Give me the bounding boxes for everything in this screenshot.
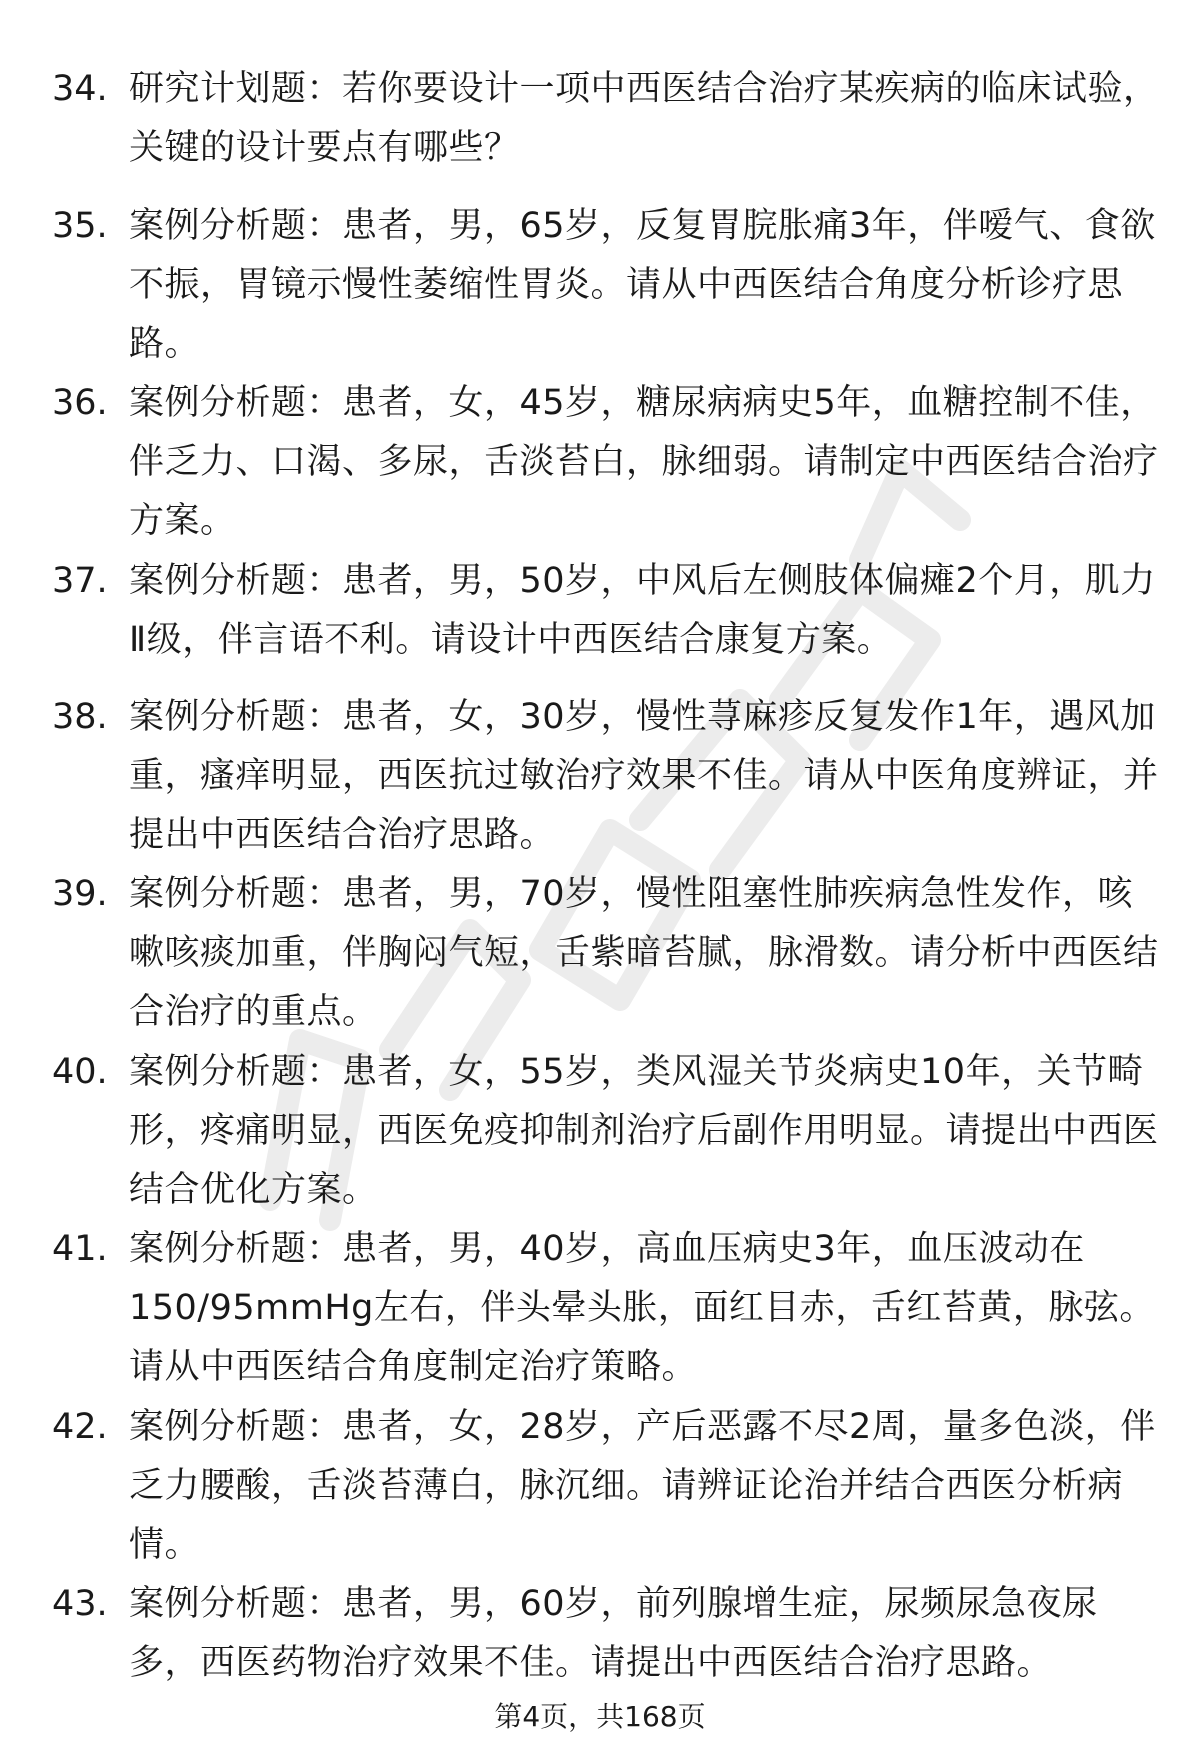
question-number: 37.: [52, 561, 108, 601]
question-text: 案例分析题：患者，男，60岁，前列腺增生症，尿频尿急夜尿多，西医药物治疗效果不佳。请提出中西医结合治疗思路。: [129, 1584, 1098, 1683]
question-number: 38.: [52, 697, 108, 737]
question-number: 39.: [52, 874, 108, 914]
question-text: 研究计划题：若你要设计一项中西医结合治疗某疾病的临床试验，关键的设计要点有哪些？: [129, 69, 1159, 168]
question-text: 案例分析题：患者，男，40岁，高血压病史3年，血压波动在150/95mmHg左右，伴头晕头胀，面红目赤，舌红苔黄，脉弦。请从中西医结合角度制定治疗策略。: [129, 1229, 1155, 1387]
question-text: 案例分析题：患者，男，50岁，中风后左侧肢体偏瘫2个月，肌力Ⅱ级，伴言语不利。请设计中西医结合康复方案。: [129, 561, 1156, 660]
question-text: 案例分析题：患者，女，30岁，慢性荨麻疹反复发作1年，遇风加重，瘙痒明显，西医抗过敏治疗效果不佳。请从中医角度辨证，并提出中西医结合治疗思路。: [129, 697, 1159, 855]
question-number: 41.: [52, 1229, 108, 1269]
question-number: 35.: [52, 206, 108, 246]
question-number: 40.: [52, 1052, 108, 1092]
question-text: 案例分析题：患者，女，45岁，糖尿病病史5年，血糖控制不佳，伴乏力、口渴、多尿，舌淡苔白，脉细弱。请制定中西医结合治疗方案。: [129, 383, 1159, 541]
question-number: 34.: [52, 69, 108, 109]
question-number: 43.: [52, 1584, 108, 1624]
question-text: 案例分析题：患者，男，65岁，反复胃脘胀痛3年，伴嗳气、食欲不振，胃镜示慢性萎缩性胃炎。请从中西医结合角度分析诊疗思路。: [129, 206, 1156, 364]
question-text: 案例分析题：患者，男，70岁，慢性阻塞性肺疾病急性发作，咳嗽咳痰加重，伴胸闷气短，舌紫暗苔腻，脉滑数。请分析中西医结合治疗的重点。: [129, 874, 1159, 1032]
question-text: 案例分析题：患者，女，55岁，类风湿关节炎病史10年，关节畸形，疼痛明显，西医免疫抑制剂治疗后副作用明显。请提出中西医结合优化方案。: [129, 1052, 1159, 1210]
question-number: 42.: [52, 1407, 108, 1447]
page-number-footer: 第4页，共168页: [494, 1700, 706, 1733]
question-number: 36.: [52, 383, 108, 423]
question-text: 案例分析题：患者，女，28岁，产后恶露不尽2周，量多色淡，伴乏力腰酸，舌淡苔薄白，脉沉细。请辨证论治并结合西医分析病情。: [129, 1407, 1156, 1565]
